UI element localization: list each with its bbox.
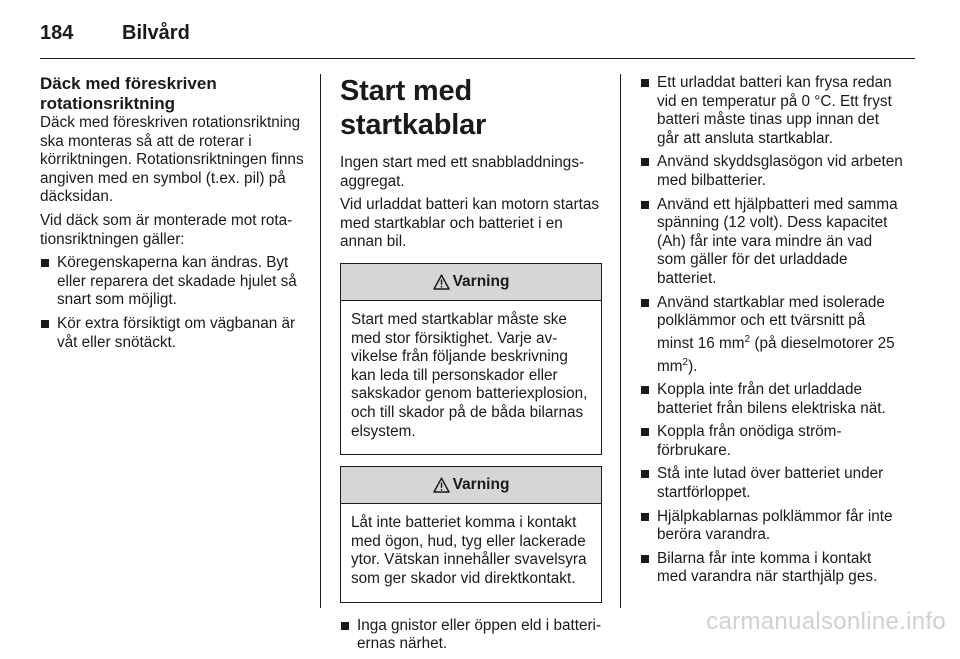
list-item (640, 294, 905, 377)
list-item (640, 508, 905, 545)
list-item (640, 465, 905, 502)
warning-title: Varning (452, 475, 510, 493)
list-item-text: Ett urladdat batteri kan frysa redan vid en temperatur på 0 °C. Ett fryst batteri måste tinas upp innan det går att ansluta startkablar. (657, 74, 892, 147)
page-title: Start med startkablar (340, 75, 487, 141)
bullet-square-icon (641, 299, 649, 307)
paragraph: Vid däck som är monterade mot rotationsriktningen gäller: (40, 211, 293, 248)
page-number: 184 (40, 22, 74, 44)
list-item-text: Köregenskaperna kan ändras. Byt eller reparera det skadade hjulet så snart som möjligt. (57, 254, 297, 309)
list-item (340, 617, 602, 654)
list-item (640, 550, 905, 587)
list-item-text: Stå inte lutad över batteriet under startförloppet. (657, 465, 884, 502)
paragraph: Däck med föreskriven rotationsriktning ska monteras så att de roterar i körriktningen. Rotationsriktningen finns angiven med en symbol (t.ex. pil) på däcksidan. (40, 114, 304, 206)
warning-box (340, 466, 602, 602)
list-item-text: Bilarna får inte komma i kontakt med varandra när starthjälp ges. (657, 549, 878, 586)
list-item (40, 254, 305, 310)
column-left (40, 74, 305, 357)
list-item-text: Hjälpkablarnas polklämmor får inte beröra varandra. (657, 507, 893, 544)
section-title: Bilvård (122, 22, 190, 44)
bullet-square-icon (341, 622, 349, 630)
superscript: 2 (682, 356, 689, 368)
bullet-list (40, 254, 305, 352)
bullet-square-icon (641, 428, 649, 436)
list-item (640, 74, 905, 148)
bullet-square-icon (641, 555, 649, 563)
bullet-square-icon (641, 201, 649, 209)
column-middle (340, 74, 602, 659)
list-item-text: Använd skyddsglasögon vid arbeten med bilbatterier. (657, 153, 903, 189)
bullet-list (340, 617, 602, 654)
column-divider (320, 74, 321, 608)
list-item-text: Kör extra försiktigt om vägbanan är våt eller snötäckt. (57, 314, 296, 351)
bullet-square-icon (41, 259, 49, 267)
warning-title: Varning (452, 272, 510, 290)
list-item (640, 423, 905, 460)
list-item (640, 196, 905, 289)
page-header (40, 18, 915, 59)
list-item-text: Inga gnistor eller öppen eld i batteriernas närhet. (357, 616, 602, 653)
bullet-square-icon (641, 470, 649, 478)
warning-triangle-icon (433, 477, 450, 493)
list-item (640, 381, 905, 418)
bullet-square-icon (641, 386, 649, 394)
list-item (40, 315, 305, 352)
superscript: 2 (744, 333, 751, 345)
bullet-square-icon (641, 79, 649, 87)
warning-box (340, 263, 602, 455)
warning-triangle-icon (433, 274, 450, 290)
column-divider (620, 74, 621, 608)
paragraph: Vid urladdat batteri kan motorn startas med startkablar och batteriet i en annan bil. (340, 196, 600, 251)
bullet-square-icon (641, 158, 649, 166)
warning-header (341, 467, 601, 504)
list-item (640, 153, 905, 190)
warning-text: Start med startkablar måste ske med stor försiktighet. Varje avvikelse från följande beskrivning kan leda till personskador eller sakskador genom batteriexplosion, och till skador på de båda bilarnas elsystem. (351, 310, 588, 440)
warning-header (341, 264, 601, 301)
column-right (640, 74, 905, 592)
text-fragment: ). (688, 357, 698, 375)
list-item-text: Koppla från onödiga strömförbrukare. (657, 423, 842, 459)
list-item-text: Använd ett hjälpbatteri med samma spänning (12 volt). Dess kapacitet (Ah) får inte vara mindre än vad som gäller för det urladdade batteriet. (657, 195, 898, 287)
bullet-list (640, 74, 905, 587)
subsection-heading: Däck med föreskriven rotationsriktning (40, 74, 217, 113)
text-fragment: Använd startkablar med isolerade polklämmor och ett tvärsnitt på minst 16 mm (657, 293, 885, 352)
paragraph: Ingen start med ett snabbladdningsaggregat. (340, 154, 585, 190)
list-item-text: Koppla inte från det urladdade batteriet från bilens elektriska nät. (657, 381, 886, 417)
watermark: carmanualsonline.info (706, 608, 946, 635)
bullet-square-icon (41, 320, 49, 328)
warning-text: Låt inte batteriet komma i kontakt med ögon, hud, tyg eller lackerade ytor. Vätskan innehåller svavelsyra som ger skador vid direktkontakt. (351, 514, 587, 587)
text-fragment: (på dieselmotorer 25 mm (657, 334, 895, 375)
bullet-square-icon (641, 513, 649, 521)
list-item-text (657, 294, 895, 375)
